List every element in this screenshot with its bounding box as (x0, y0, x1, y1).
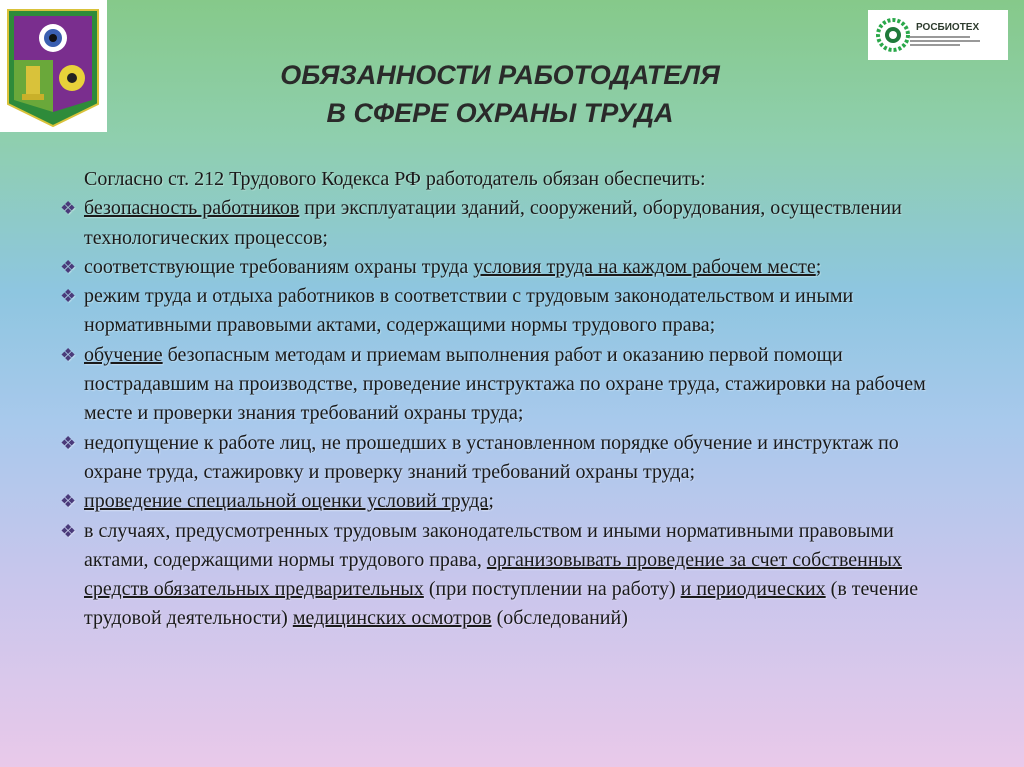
diamond-bullet-icon: ❖ (60, 198, 77, 219)
intro-text: Согласно ст. 212 Трудового Кодекса РФ работодатель обязан обеспечить: (84, 168, 706, 190)
underlined-text: условия труда на каждом рабочем месте (473, 255, 816, 278)
item-text: недопущение к работе лиц, не прошедших в установленном порядке обучение и инструктаж по охране труда, стажировку и проверку знаний требований охраны труда; (84, 431, 899, 483)
item-text: в случаях, предусмотренных трудовым законодательством и иными нормативными правовыми актами, содержащими нормы трудового права, (84, 519, 894, 571)
list-item (60, 194, 960, 253)
title-line-1: ОБЯЗАННОСТИ РАБОТОДАТЕЛЯ (280, 60, 720, 90)
underlined-text: организовывать проведение за счет собственных средств обязательных предварительных (84, 548, 903, 601)
list-item (60, 487, 960, 516)
rosbiotech-emblem-icon (876, 18, 910, 52)
item-text: режим труда и отдыха работников в соответствии с трудовым законодательством и иными нормативными правовыми актами, содержащими нормы трудового права; (84, 285, 854, 337)
item-text: (при поступлении на работу) (423, 578, 681, 601)
duties-text (60, 165, 960, 634)
list-item (60, 429, 960, 488)
rosbiotech-logo-text: РОСБИОТЕХ (916, 22, 980, 33)
underlined-text: безопасность работников (84, 197, 300, 220)
diamond-bullet-icon: ❖ (60, 344, 77, 365)
underlined-text: и периодических (680, 578, 826, 601)
item-text: (в течение трудовой деятельности) (84, 578, 919, 630)
emblem-icon (0, 0, 107, 132)
diamond-bullet-icon: ❖ (60, 520, 77, 541)
item-text: ; (488, 490, 494, 513)
diamond-bullet-icon: ❖ (60, 491, 77, 512)
item-text: (обследований) (491, 607, 628, 630)
page-title (200, 56, 800, 132)
item-text: ; (815, 255, 822, 278)
rosbiotech-logo-subtext-lines (910, 36, 980, 46)
underlined-text: обучение (84, 343, 163, 366)
list-item (60, 341, 960, 429)
list-item (60, 282, 960, 341)
diamond-bullet-icon: ❖ (60, 256, 77, 277)
diamond-bullet-icon: ❖ (60, 286, 77, 307)
underlined-text: медицинских осмотров (292, 607, 492, 630)
rosbiotech-logo (868, 10, 1008, 60)
diamond-bullet-icon: ❖ (60, 432, 77, 453)
institution-logo (0, 0, 107, 132)
list-item (60, 517, 960, 634)
item-text: при эксплуатации зданий, сооружений, оборудования, осуществлении технологических процессов; (84, 197, 902, 249)
underlined-text: проведение специальной оценки условий труда (84, 490, 489, 513)
title-line-2: В СФЕРЕ ОХРАНЫ ТРУДА (326, 98, 674, 128)
item-text: безопасным методам и приемам выполнения работ и оказанию первой помощи пострадавшим на производстве, проведение инструктажа по охране труда, стажировки на рабочем месте и проверки знания требований охраны труда; (84, 343, 926, 425)
item-text: соответствующие требованиям охраны труда (84, 255, 474, 278)
list-item (60, 253, 960, 282)
